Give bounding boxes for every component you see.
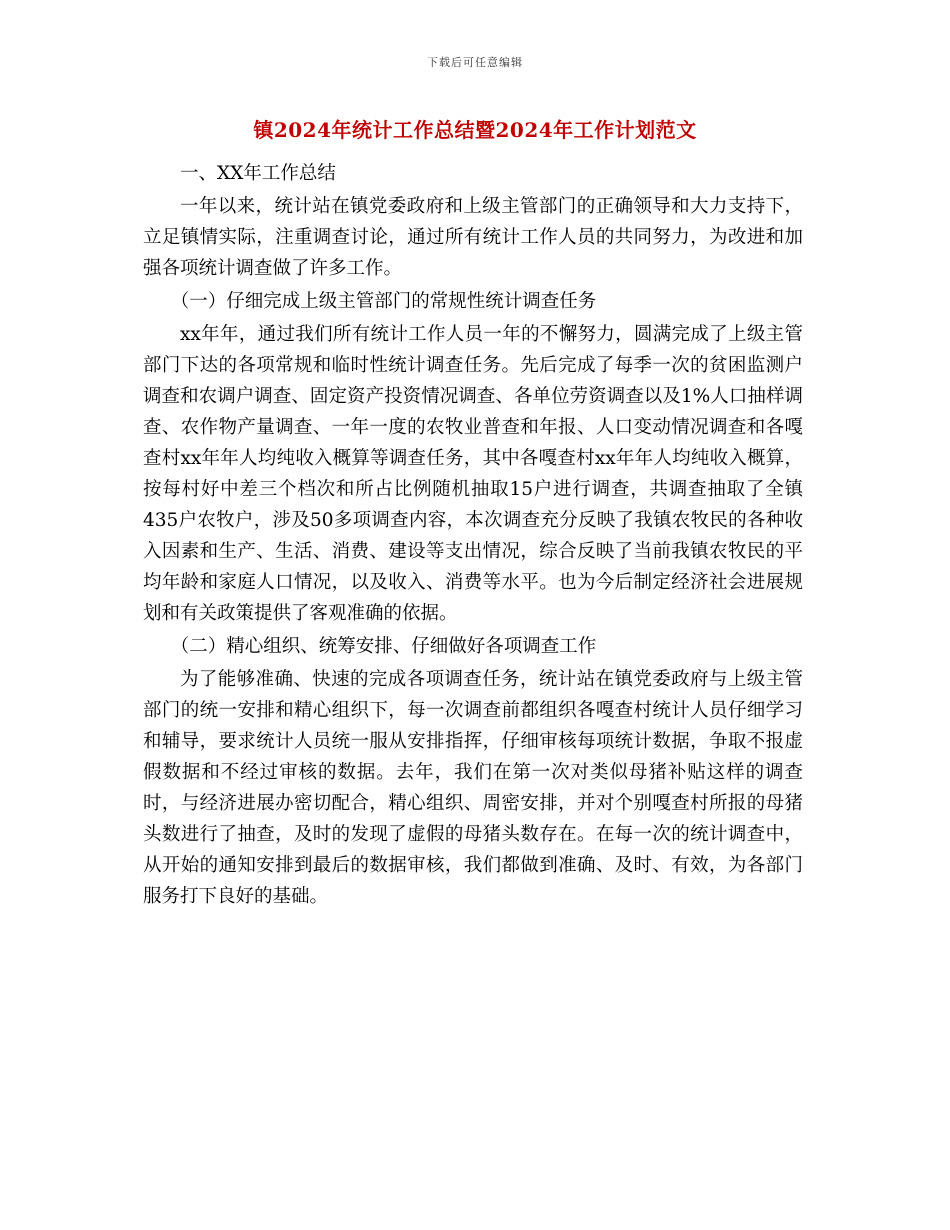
document-title: 镇2024年统计工作总结暨2024年工作计划范文 [253, 118, 697, 142]
intro-paragraph: 一年以来，统计站在镇党委政府和上级主管部门的正确领导和大力支持下，立足镇情实际，注重调查讨论，通过所有统计工作人员的共同努力，为改进和加强各项统计调查做了许多工作。 [143, 196, 803, 279]
subsection-heading-1: （一）仔细完成上级主管部门的常规性统计调查任务 [170, 291, 597, 312]
subsection-paragraph-1: xx年年，通过我们所有统计工作人员一年的不懈努力，圆满完成了上级主管部门下达的各项常规和临时性统计调查任务。先后完成了每季一次的贫困监测户调查和农调户调查、固定资产投资情况调查、各单位劳资调查以及1%人口抽样调查、农作物产量调查、一年一度的农牧业普查和年报、人口变动情况调查和各嘎查村xx年年人均纯收入概算等调查任务，其中各嘎查村xx年年人均纯收入概算，按每村好中差三个档次和所占比例随机抽取15户进行调查，共调查抽取了全镇435户农牧户，涉及50多项调查内容，本次调查充分反映了我镇农牧民的各种收入因素和生产、生活、消费、建设等支出情况，综合反映了当前我镇农牧民的平均年龄和家庭人口情况，以及收入、消费等水平。也为今后制定经济社会进展规划和有关政策提供了客观准确的依据。 [143, 324, 803, 624]
subsection-paragraph-2: 为了能够准确、快速的完成各项调查任务，统计站在镇党委政府与上级主管部门的统一安排和精心组织下，每一次调查前都组织各嘎查村统计人员仔细学习和辅导，要求统计人员统一服从安排指挥，仔细审核每项统计数据，争取不报虚假数据和不经过审核的数据。去年，我们在第一次对类似母猪补贴这样的调查时，与经济进展办密切配合，精心组织、周密安排，并对个别嘎查村所报的母猪头数进行了抽查，及时的发现了虚假的母猪头数存在。在每一次的统计调查中，从开始的通知安排到最后的数据审核，我们都做到准确、及时、有效，为各部门服务打下良好的基础。 [143, 669, 803, 907]
subsection-heading-2: （二）精心组织、统筹安排、仔细做好各项调查工作 [170, 636, 597, 657]
header-note: 下载后可任意编辑 [427, 56, 523, 69]
document-body [143, 158, 803, 912]
section-heading: 一、XX年工作总结 [180, 163, 336, 184]
